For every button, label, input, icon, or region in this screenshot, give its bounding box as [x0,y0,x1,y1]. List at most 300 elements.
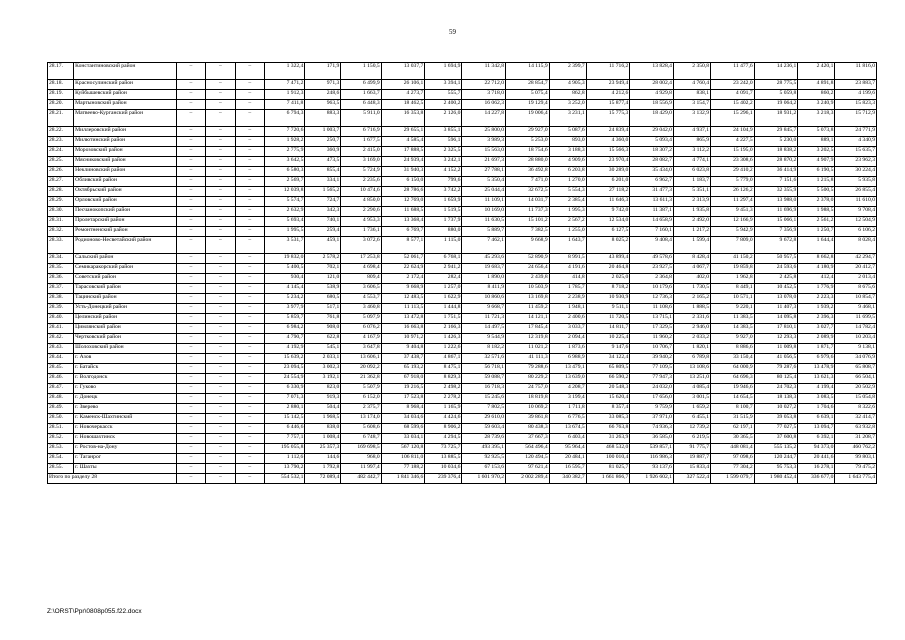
cell-value: – [176,474,205,484]
cell-value: 92 925,5 [462,454,506,464]
cell-value: 25 044,4 [462,187,506,197]
cell-value: 73 725,7 [425,444,462,454]
cell-value: 19 946,6 [711,384,755,394]
cell-value: 43 899,4 [586,254,630,264]
cell-value: 95 964,4 [549,444,586,454]
cell-value: 25 800,0 [462,127,506,137]
cell-value: 8 182,2 [462,344,506,354]
cell-value: 31 263,9 [586,434,630,444]
cell-value: 4 698,4 [341,264,381,274]
table-row [48,444,877,454]
cell-value: 6 769,7 [381,227,425,237]
cell-value: – [235,384,264,394]
cell-value: – [206,227,235,237]
cell-value: – [235,274,264,284]
cell-value: 9 672,8 [754,237,798,254]
cell-value: – [176,127,205,137]
cell-value: 809,4 [341,274,381,284]
row-name: Морозовский район [74,147,177,157]
cell-value: 120 494,5 [506,454,550,464]
cell-value: 3 199,4 [549,394,586,404]
cell-value: 4 774,1 [673,157,710,167]
cell-value: 1 150,5 [341,63,381,80]
cell-value: 10 203,4 [835,334,877,344]
cell-value: 30 289,0 [586,167,630,177]
cell-value: – [235,197,264,207]
cell-value: 99 803,1 [835,454,877,464]
cell-value: 12 534,0 [586,217,630,227]
cell-value: 29 042,0 [630,127,674,137]
cell-value: 32 355,9 [754,187,798,197]
row-name: Октябрьский район [74,187,177,197]
cell-value: 77 027,5 [754,424,798,434]
cell-value: 3 083,5 [798,394,835,404]
cell-value: 63 932,8 [835,424,877,434]
cell-value: 2 439,8 [506,274,550,284]
cell-value: 20 548,3 [586,384,630,394]
row-name: г. Новошахтинск [74,434,177,444]
cell-value: 10 169,0 [462,207,506,217]
row-code: 28.27. [48,177,74,187]
table-row [48,254,877,264]
cell-value: – [176,167,205,177]
cell-value: 2 425,8 [754,274,798,284]
cell-value: 14 658,9 [630,217,674,227]
cell-value: – [235,474,264,484]
cell-value: 8 577,1 [381,237,425,254]
cell-value: 81 025,7 [586,464,630,474]
cell-value: 28 854,7 [506,80,550,90]
cell-value: 2 172,4 [381,274,425,284]
cell-value: 59 088,7 [462,374,506,384]
cell-value: 10 860,6 [462,294,506,304]
cell-value: 1 962,8 [711,274,755,284]
cell-value: 259,4 [305,227,341,237]
cell-value: – [176,110,205,127]
cell-value: 1 888,5 [673,304,710,314]
row-name: Обливский район [74,177,177,187]
cell-value: 5 073,8 [798,127,835,137]
cell-value: 4 360,0 [586,137,630,147]
cell-value: 2 033,1 [305,354,341,364]
cell-value: – [176,63,205,80]
cell-value: 6 716,9 [341,127,381,137]
cell-value: – [206,374,235,384]
cell-value: 4 585,4 [381,137,425,147]
cell-value: 4 340,9 [835,137,877,147]
cell-value: 18 819,8 [506,394,550,404]
cell-value: 2 235,6 [341,177,381,187]
cell-value: 65 808,7 [835,364,877,374]
cell-value: 1 601 970,2 [462,474,506,484]
cell-value: – [176,264,205,274]
cell-value: 4 867,1 [425,354,462,364]
row-name: Ремонтненский район [74,227,177,237]
table-row [48,187,877,197]
cell-value: 6 076,2 [341,324,381,334]
cell-value: 12 739,2 [673,424,710,434]
cell-value: 3 742,2 [425,187,462,197]
cell-value: 29 410,2 [711,167,755,177]
cell-value: 1 444,8 [425,304,462,314]
cell-value: 6 455,1 [673,414,710,424]
cell-value: 893,0 [549,137,586,147]
row-code: 28.38. [48,294,74,304]
cell-value: 33 150,4 [711,354,755,364]
cell-value: – [176,157,205,167]
cell-value: 13 611,3 [630,197,674,207]
cell-value: 6 984,2 [265,324,305,334]
cell-value: 15 054,8 [835,394,877,404]
cell-value: 5 059,8 [754,90,798,100]
cell-value: 3 989,3 [462,137,506,147]
cell-value: – [235,394,264,404]
cell-value: 4 553,7 [341,294,381,304]
cell-value: 1 217,2 [673,227,710,237]
cell-value: 838,1 [673,90,710,100]
cell-value: 1 215,8 [798,177,835,187]
cell-value: 9 511,1 [586,304,630,314]
cell-value: – [206,217,235,227]
cell-value: 9 408,4 [630,237,674,254]
cell-value: 18 931,2 [754,110,798,127]
cell-value: 838,0 [305,424,341,434]
cell-value: 3 192,1 [305,374,341,384]
cell-value: 16 353,8 [381,110,425,127]
row-name: г. Гуково [74,384,177,394]
cell-value: 1 792,8 [305,464,341,474]
table-row [48,137,877,147]
cell-value: 8 028,4 [835,237,877,254]
cell-value: 2 364,8 [630,274,674,284]
row-name: Миллеровский район [74,127,177,137]
cell-value: 32 571,6 [462,354,506,364]
cell-value: 473,5 [305,157,341,167]
cell-value: – [206,404,235,414]
cell-value: 5 693,4 [265,217,305,227]
cell-value: – [235,454,264,464]
row-code: 28.22. [48,127,74,137]
cell-value: 6 403,4 [549,434,586,444]
cell-value: 5 350,4 [462,177,506,187]
cell-value: – [235,324,264,334]
cell-value: 11 716,2 [586,63,630,80]
cell-value: 18 754,6 [506,147,550,157]
cell-value: 77 304,2 [711,464,755,474]
cell-value: 14 383,5 [711,324,755,334]
cell-value: 6 150,0 [381,177,425,187]
row-code: 28.42. [48,334,74,344]
cell-value: – [176,444,205,454]
cell-value: 1 926 602,1 [630,474,674,484]
cell-value: 28 880,0 [506,157,550,167]
cell-value: 6 152,0 [341,394,381,404]
cell-value: 3 001,5 [673,394,710,404]
table-row [48,284,877,294]
table-row [48,334,877,344]
cell-value: – [206,444,235,454]
cell-value: 17 888,5 [381,147,425,157]
cell-value: 4 273,7 [381,90,425,100]
cell-value: 41 150,2 [711,254,755,264]
row-code: 28.33. [48,237,74,254]
cell-value: 6 789,8 [673,354,710,364]
cell-value: 860,2 [798,90,835,100]
cell-value: 10 571,1 [711,294,755,304]
cell-value: 4 167,9 [341,334,381,344]
row-name: г. Шахты [74,464,177,474]
table-row [48,394,877,404]
table-row [48,364,877,374]
cell-value: 8 357,4 [586,404,630,414]
cell-value: 4 929,8 [630,90,674,100]
table-row [48,177,877,187]
cell-value: 2 089,9 [798,334,835,344]
row-code: 28.30. [48,207,74,217]
cell-value: 171,9 [305,63,341,80]
cell-value: 334,1 [305,177,341,187]
cell-value: 5 234,2 [265,294,305,304]
cell-value: 59 603,4 [462,424,506,434]
cell-value: 250,7 [305,137,341,147]
cell-value: 11 407,3 [754,304,798,314]
cell-value: 5 724,9 [341,167,381,177]
cell-value: 11 113,5 [381,304,425,314]
cell-value: 18 556,9 [630,100,674,110]
cell-value: 17 253,8 [341,254,381,264]
cell-value: 2 946,0 [673,324,710,334]
cell-value: 4 760,4 [673,80,710,90]
cell-value: 3 202,5 [798,147,835,157]
cell-value: 5 253,0 [506,137,550,147]
cell-value: 567 120,8 [381,444,425,454]
row-name: г. Волгодонск [74,374,177,384]
cell-value: 15 195,0 [711,147,755,157]
cell-value: – [176,304,205,314]
cell-value: 28 002,4 [630,80,674,90]
cell-value: 19 129,4 [506,100,550,110]
cell-value: 2 385,4 [549,197,586,207]
cell-value: – [206,157,235,167]
cell-value: 77 947,3 [630,374,674,384]
row-code: 28.35. [48,264,74,274]
cell-value: 1 948,1 [549,304,586,314]
cell-value: 11 021,2 [506,344,550,354]
cell-value: 6 201,0 [586,177,630,187]
cell-value: – [176,454,205,464]
cell-value: 3 132,9 [673,110,710,127]
cell-value: 1 980 452,4 [754,474,798,484]
cell-value: 30 365,5 [711,434,755,444]
cell-value: 9 468,1 [835,304,877,314]
table-row [48,464,877,474]
cell-value: 106 811,0 [381,454,425,464]
cell-value: – [206,197,235,207]
cell-value: 740,1 [305,217,341,227]
cell-value: 19 006,4 [506,110,550,127]
cell-value: 94 373,0 [798,444,835,454]
cell-value: 402,0 [673,274,710,284]
cell-value: 4 790,7 [265,334,305,344]
cell-value: 80 229,2 [506,374,550,384]
table-row [48,207,877,217]
cell-value: – [176,414,205,424]
cell-value: 3 977,9 [265,304,305,314]
table-row [48,404,877,414]
cell-value: – [235,90,264,100]
table-row [48,110,877,127]
cell-value: 31 515,9 [711,414,755,424]
cell-value: 15 823,3 [835,100,877,110]
cell-value: 1 871,7 [798,344,835,354]
cell-value: 23 949,4 [586,80,630,90]
cell-value: 20 412,7 [835,264,877,274]
cell-value: – [206,127,235,137]
cell-value: 2 278,2 [425,394,462,404]
cell-value: 37 600,8 [754,434,798,444]
cell-value: 14 227,8 [462,110,506,127]
table-row [48,237,877,254]
cell-value: 1 928,2 [265,137,305,147]
cell-value: 66 504,1 [835,374,877,384]
cell-value: 21 697,3 [462,157,506,167]
cell-value: 3 252,0 [549,100,586,110]
cell-value: 1 165,9 [425,404,462,414]
cell-value: – [235,63,264,80]
cell-value: 6 748,7 [341,434,381,444]
cell-value: 14 236,1 [754,63,798,80]
cell-value: 554 532,1 [265,474,305,484]
cell-value: 1 322,4 [265,63,305,80]
table-row [48,314,877,324]
cell-value: 4 905,3 [549,80,586,90]
cell-value: 29 845,7 [754,127,798,137]
cell-value: 10 069,2 [506,404,550,414]
cell-value: 4 227,5 [711,137,755,147]
row-code: 28.17. [48,63,74,80]
cell-value: – [206,344,235,354]
cell-value: – [176,217,205,227]
row-name: Советский район [74,274,177,284]
table-row [48,197,877,207]
cell-value: 6 392,1 [798,434,835,444]
cell-value: 517,1 [305,304,341,314]
cell-value: 3 231,1 [549,110,586,127]
cell-value: 482 442,7 [341,474,381,484]
cell-value: 24 032,0 [630,384,674,394]
cell-value: 6 962,7 [630,177,674,187]
cell-value: 67 918,0 [381,374,425,384]
cell-value: – [235,424,264,434]
cell-value: 11 109,1 [462,197,506,207]
cell-value: 7 802,5 [462,404,506,414]
cell-value: 4 909,6 [549,157,586,167]
row-code: 28.34. [48,254,74,264]
cell-value: 52 890,9 [506,254,550,264]
row-code: 28.48. [48,394,74,404]
cell-value: 412,4 [798,274,835,284]
cell-value: 468 532,0 [586,444,630,454]
cell-value: 11 646,3 [586,197,630,207]
cell-value: 19 832,0 [265,254,305,264]
row-code: 28.46. [48,374,74,384]
row-name: Неклиновский район [74,167,177,177]
cell-value: 12 504,9 [835,217,877,227]
cell-value: 2 492,0 [673,217,710,227]
cell-value: – [235,404,264,414]
cell-value: 5 889,7 [462,227,506,237]
cell-value: 5 935,8 [835,177,877,187]
cell-value: 77 109,5 [630,364,674,374]
cell-value: 13 078,0 [754,294,798,304]
cell-value: 120 244,7 [754,454,798,464]
table-row [48,80,877,90]
cell-value: 15 635,7 [835,147,877,157]
cell-value: 15 712,9 [835,110,877,127]
row-code: 28.37. [48,284,74,294]
cell-value: 7 411,8 [265,100,305,110]
cell-value: 545,1 [305,344,341,354]
cell-value: – [235,434,264,444]
cell-value: 1 873,6 [549,344,586,354]
cell-value: 28 870,2 [754,157,798,167]
table-row [48,274,877,284]
cell-value: 79 287,6 [754,364,798,374]
cell-value: 34 076,9 [835,354,877,364]
cell-value: 24 593,6 [754,264,798,274]
cell-value: 12 736,3 [630,294,674,304]
table-row [48,90,877,100]
page-number: 59 [449,28,456,36]
cell-value: 49 578,6 [630,254,674,264]
table-row [48,167,877,177]
cell-value: – [176,187,205,197]
cell-value: 3 242,1 [425,157,462,167]
cell-value: – [176,274,205,284]
cell-value: 2 325,5 [425,147,462,157]
cell-value: 414,8 [549,274,586,284]
cell-value: 11 630,5 [462,217,506,227]
cell-value: 2 290,6 [341,207,381,217]
cell-value: 33 085,3 [586,414,630,424]
cell-value: 4 192,9 [265,344,305,354]
cell-value: – [176,227,205,237]
cell-value: 6 127,5 [586,227,630,237]
table-row [48,424,877,434]
cell-value: 13 368,4 [381,217,425,227]
row-code: 28.51. [48,424,74,434]
cell-value: – [206,237,235,254]
cell-value: – [235,100,264,110]
cell-value: 26 126,2 [711,187,755,197]
cell-value: 27 788,1 [462,167,506,177]
cell-value: 22 712,0 [462,80,506,90]
cell-value: 12 319,8 [506,334,550,344]
cell-value: – [176,137,205,147]
cell-value: 8 322,6 [835,404,877,414]
cell-value: – [206,264,235,274]
cell-value: 7 462,1 [462,237,506,254]
cell-value: 2 025,0 [586,274,630,284]
cell-value: – [235,344,264,354]
cell-value: 4 191,6 [549,264,586,274]
cell-value: 4 294,5 [425,434,462,444]
cell-value: 93 137,6 [630,464,674,474]
cell-value: 24 757,0 [506,384,550,394]
cell-value: – [206,384,235,394]
row-name: Матвеево-Курганский район [74,110,177,127]
cell-value: 6 776,5 [549,414,586,424]
